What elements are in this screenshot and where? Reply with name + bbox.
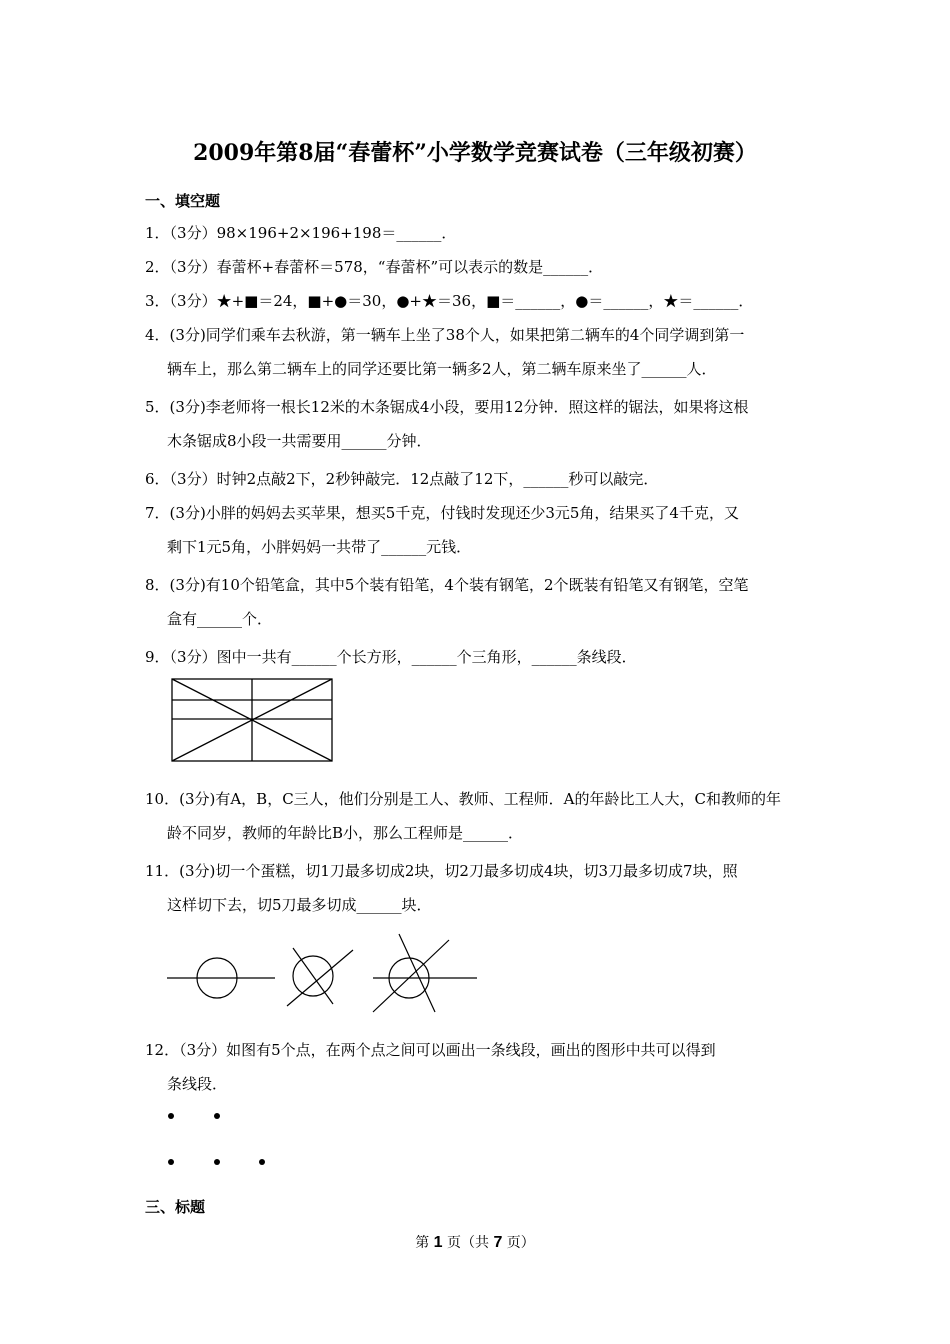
question-text: 7．(3分)小胖的妈妈去买苹果，想买5千克，付钱时发现还少3元5角，结果买了4千克，又 xyxy=(145,504,739,522)
question-12 xyxy=(145,1040,810,1093)
question-text: 2．（3分）春蕾杯+春蕾杯＝578，“春蕾杯”可以表示的数是______． xyxy=(145,258,604,276)
question-text: 3．（3分）★+■＝24，■+●＝30，●+★＝36，■＝______，●＝______，★＝______． xyxy=(145,292,754,310)
question-1 xyxy=(145,223,810,243)
question-text: 4．(3分)同学们乘车去秋游，第一辆车上坐了38个人，如果把第二辆车的4个同学调到第一 xyxy=(145,326,745,344)
page-total: 7 xyxy=(493,1234,503,1251)
cut-line xyxy=(399,934,435,1012)
question-text: 12．（3分）如图有5个点，在两个点之间可以画出一条线段，画出的图形中共可以得到 xyxy=(145,1041,716,1059)
rectangle-figure xyxy=(171,678,333,762)
point xyxy=(259,1159,265,1165)
footer-prefix: 第 xyxy=(415,1235,434,1251)
page-number: 1 xyxy=(433,1234,443,1251)
question-text-continued: 剩下1元5角，小胖妈妈一共带了______元钱． xyxy=(167,538,472,556)
page-footer xyxy=(0,1232,950,1252)
question-text-continued: 条线段． xyxy=(167,1075,228,1093)
question-5 xyxy=(145,397,810,450)
question-3 xyxy=(145,291,810,311)
point xyxy=(168,1113,174,1119)
question-4 xyxy=(145,325,810,378)
question-text: 5．(3分)李老师将一根长12米的木条锯成4小段，要用12分钟．照这样的锯法，如果将这根 xyxy=(145,398,749,416)
question-text: 1．（3分）98×196+2×196+198＝______． xyxy=(145,224,457,242)
question-6 xyxy=(145,469,810,489)
cake-one-cut xyxy=(167,958,275,998)
footer-suffix: 页） xyxy=(502,1235,535,1251)
question-text: 8．(3分)有10个铅笔盒，其中5个装有铅笔，4个装有钢笔，2个既装有铅笔又有钢笔，空笔 xyxy=(145,576,749,594)
question-text: 11．(3分)切一个蛋糕，切1刀最多切成2块，切2刀最多切成4块，切3刀最多切成7块，照 xyxy=(145,862,738,880)
cake-cut-figures xyxy=(165,932,485,1012)
footer-middle: 页（共 xyxy=(442,1235,494,1251)
cut-line xyxy=(287,950,353,1006)
section-heading-title: 三、标题 xyxy=(145,1198,206,1216)
question-11 xyxy=(145,861,810,914)
question-7 xyxy=(145,503,810,556)
question-text-continued: 龄不同岁，教师的年龄比B小，那么工程师是______． xyxy=(167,824,524,842)
question-text: 10．(3分)有A，B，C三人，他们分别是工人、教师、工程师．A的年龄比工人大，C和教师的年 xyxy=(145,790,781,808)
question-text-continued: 这样切下去，切5刀最多切成______块． xyxy=(167,896,432,914)
cake-three-cuts xyxy=(373,934,477,1012)
point xyxy=(214,1159,220,1165)
question-10 xyxy=(145,789,810,842)
question-text-continued: 木条锯成8小段一共需要用______分钟． xyxy=(167,432,432,450)
page-title: 2009年第8届“春蕾杯”小学数学竞赛试卷（三年级初赛） xyxy=(193,140,757,166)
question-8 xyxy=(145,575,810,628)
cut-line xyxy=(373,940,449,1012)
question-2 xyxy=(145,257,810,277)
question-text: 9．（3分）图中一共有______个长方形，______个三角形，______条线段． xyxy=(145,648,637,666)
question-text-continued: 辆车上，那么第二辆车上的同学还要比第一辆多2人，第二辆车原来坐了______人． xyxy=(167,360,717,378)
five-points-figure xyxy=(163,1108,273,1174)
question-text-continued: 盒有______个． xyxy=(167,610,273,628)
section-heading-fill-blank: 一、填空题 xyxy=(145,192,221,210)
point xyxy=(168,1159,174,1165)
question-text: 6．（3分）时钟2点敲2下，2秒钟敲完．12点敲了12下，______秒可以敲完． xyxy=(145,470,659,488)
point xyxy=(214,1113,220,1119)
question-9 xyxy=(145,647,810,667)
cake-two-cuts xyxy=(287,948,353,1006)
